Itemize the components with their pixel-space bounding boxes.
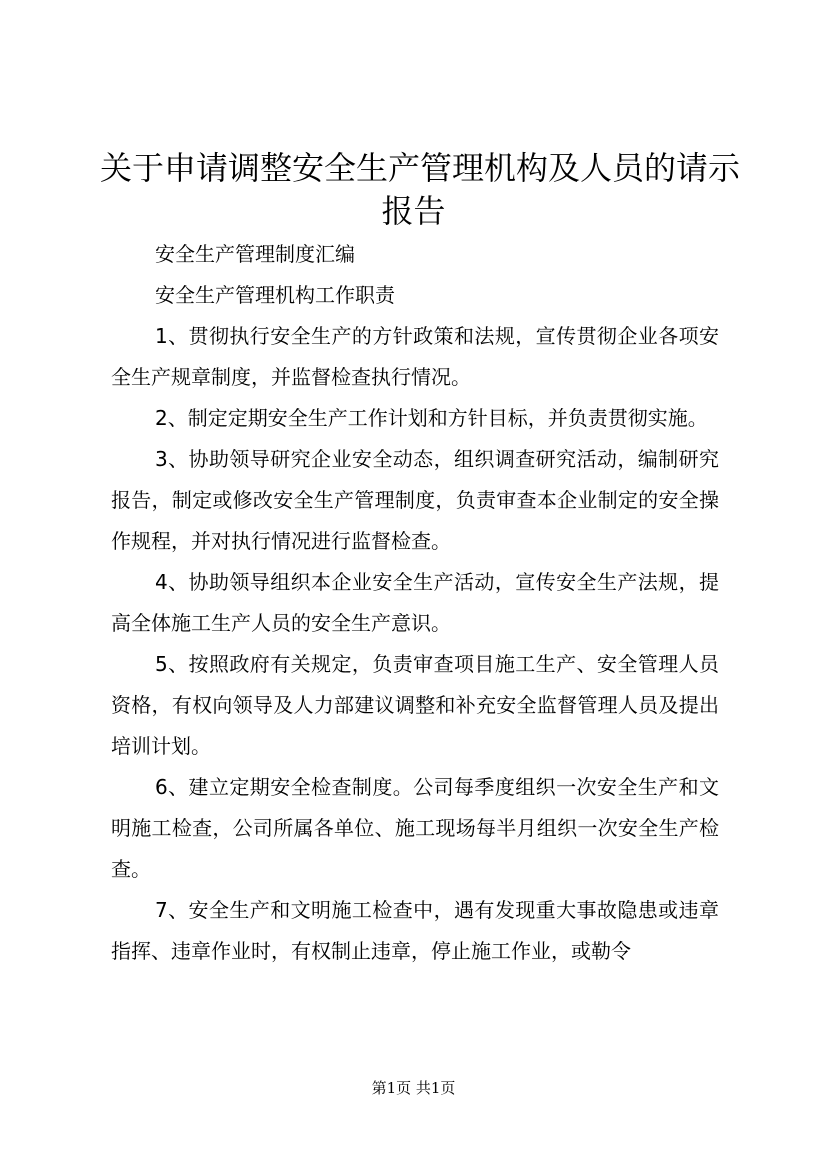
paragraph-item-4: 4、协助领导组织本企业安全生产活动，宣传安全生产法规，提高全体施工生产人员的安全生产意识。 [111, 570, 719, 635]
document-body [111, 234, 719, 972]
document-title-line-2: 报告 [381, 192, 446, 230]
document-title-line-1: 关于申请调整安全生产管理机构及人员的请示 [100, 149, 741, 187]
paragraph-heading-2: 安全生产管理机构工作职责 [155, 283, 395, 307]
paragraph-heading-1: 安全生产管理制度汇编 [155, 242, 355, 266]
paragraph-item-5: 5、按照政府有关规定，负责审查项目施工生产、安全管理人员资格，有权向领导及人力部建议调整和补充安全监督管理人员及提出培训计划。 [111, 652, 719, 758]
paragraph-item-1: 1、贯彻执行安全生产的方针政策和法规，宣传贯彻企业各项安全生产规章制度，并监督检查执行情况。 [111, 324, 719, 389]
paragraph-item-6: 6、建立定期安全检查制度。公司每季度组织一次安全生产和文明施工检查，公司所属各单位、施工现场每半月组织一次安全生产检查。 [111, 775, 719, 881]
paragraph-item-2: 2、制定定期安全生产工作计划和方针目标，并负责贯彻实施。 [155, 406, 708, 430]
paragraph-item-7: 7、安全生产和文明施工检查中，遇有发现重大事故隐患或违章指挥、违章作业时，有权制止违章，停止施工作业，或勒令 [111, 898, 719, 963]
paragraph-item-3: 3、协助领导研究企业安全动态，组织调查研究活动，编制研究报告，制定或修改安全生产管理制度，负责审查本企业制定的安全操作规程，并对执行情况进行监督检查。 [111, 447, 719, 553]
page-footer: 第1页 共1页 [371, 1079, 456, 1097]
